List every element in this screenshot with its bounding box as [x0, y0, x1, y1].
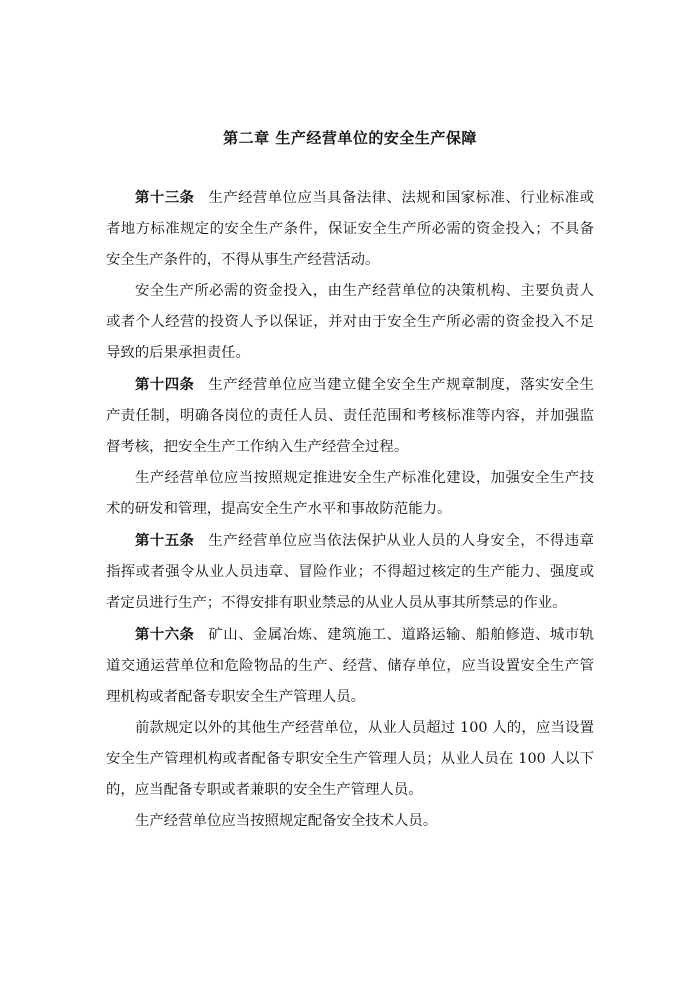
paragraph-text: 生产经营单位应当按照规定配备安全技术人员。	[135, 813, 438, 829]
article-15-paragraph	[106, 525, 594, 619]
article-13-paragraph	[106, 182, 594, 276]
chapter-title: 第二章 生产经营单位的安全生产保障	[223, 129, 477, 147]
paragraph-text: 生产经营单位应当依法保护从业人员的人身安全，不得违章指挥或者强令从业人员违章、冒险作业；不得超过核定的生产能力、强度或者定员进行生产；不得安排有职业禁忌的从业人员从事其所禁忌的作业。	[106, 533, 594, 611]
article-label: 第十六条	[135, 626, 195, 643]
paragraph-text: 生产经营单位应当建立健全安全生产规章制度，落实安全生产责任制，明确各岗位的责任人员、责任范围和考核标准等内容，并加强监督考核，把安全生产工作纳入生产经营全过程。	[106, 377, 594, 455]
body-text	[106, 182, 594, 837]
paragraph-text: 安全生产所必需的资金投入，由生产经营单位的决策机构、主要负责人或者个人经营的投资人予以保证，并对由于安全生产所必需的资金投入不足导致的后果承担责任。	[106, 283, 594, 361]
article-label: 第十三条	[135, 189, 195, 206]
paragraph-text: 生产经营单位应当具备法律、法规和国家标准、行业标准或者地方标准规定的安全生产条件，保证安全生产所必需的资金投入；不具备安全生产条件的，不得从事生产经营活动。	[106, 190, 594, 268]
article-14-paragraph	[106, 369, 594, 463]
article-16-paragraph	[106, 619, 594, 713]
article-14-subparagraph	[106, 463, 594, 525]
paragraph-text: 矿山、金属冶炼、建筑施工、道路运输、船舶修造、城市轨道交通运营单位和危险物品的生产、经营、储存单位，应当设置安全生产管理机构或者配备专职安全生产管理人员。	[106, 627, 594, 705]
paragraph-text: 生产经营单位应当按照规定推进安全生产标准化建设，加强安全生产技术的研发和管理，提高安全生产水平和事故防范能力。	[106, 470, 594, 517]
article-16-subparagraph	[106, 713, 594, 806]
paragraph-text: 前款规定以外的其他生产经营单位，从业人员超过 100 人的，应当设置安全生产管理机构或者配备专职安全生产管理人员；从业人员在 100 人以下的，应当配备专职或者兼职的安全生产管理人员。	[106, 720, 594, 798]
article-label: 第十五条	[135, 532, 195, 549]
article-label: 第十四条	[135, 376, 195, 393]
article-16-final-paragraph	[106, 806, 594, 837]
article-13-subparagraph	[106, 276, 594, 369]
